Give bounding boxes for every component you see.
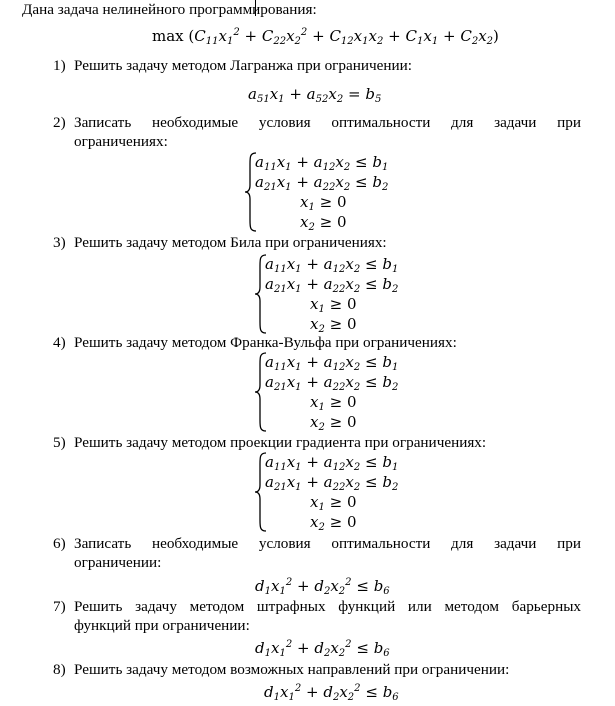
- plus-sign: +: [289, 85, 302, 103]
- sym-a: a: [265, 255, 274, 273]
- equals-sign: =: [347, 85, 361, 103]
- sup-2: 2: [354, 683, 361, 694]
- sym-b: b: [382, 255, 392, 273]
- sub-2: 2: [294, 36, 301, 47]
- sym-b: b: [382, 683, 393, 701]
- le-sign: ≤: [364, 275, 378, 293]
- sub-2: 2: [353, 284, 361, 295]
- var-x2: x: [310, 315, 319, 333]
- var-x1: x: [276, 153, 286, 171]
- var-x1: x: [276, 173, 286, 191]
- sub-22: 22: [332, 382, 346, 393]
- var-x1: x: [286, 275, 296, 293]
- sub-2: 2: [332, 692, 340, 703]
- var-x2: x: [310, 413, 319, 431]
- var-x2: x: [345, 473, 354, 491]
- sym-d: d: [323, 683, 333, 701]
- constraint-row-2: [265, 372, 398, 392]
- zero: 0: [346, 393, 357, 411]
- sub-1: 1: [391, 462, 399, 473]
- ge-sign: ≥: [329, 493, 343, 511]
- sub-22: 22: [332, 482, 346, 493]
- constraint-row-1: [255, 152, 388, 172]
- sub-1: 1: [391, 264, 399, 275]
- sub-1: 1: [285, 162, 292, 173]
- var-x1: x: [423, 27, 432, 45]
- sub-2: 2: [353, 482, 361, 493]
- task-6-constraint: [255, 576, 390, 596]
- le-sign: ≤: [364, 255, 378, 273]
- task-5-text: Решить задачу методом проекции градиента при ограничениях:: [74, 434, 487, 451]
- sub-6: 6: [392, 692, 399, 703]
- var-x1: x: [353, 27, 363, 45]
- var-x1: x: [269, 85, 279, 103]
- sub-1: 1: [295, 284, 302, 295]
- constraint-row-1: [265, 254, 398, 274]
- sym-a: a: [265, 275, 274, 293]
- constraint-row-3: [300, 192, 347, 212]
- sym-a: a: [255, 173, 264, 191]
- task-4-constraint-system: [254, 352, 414, 432]
- constraint-row-4: [310, 314, 357, 334]
- sub-2: 2: [318, 422, 325, 433]
- ge-sign: ≥: [329, 315, 343, 333]
- sym-a: a: [248, 85, 257, 103]
- sub-2: 2: [376, 36, 384, 47]
- plus-sign: +: [296, 577, 310, 595]
- task-2-text-cont: ограничениях:: [74, 133, 168, 150]
- sym-b: b: [373, 639, 384, 657]
- var-x1: x: [270, 639, 280, 657]
- var-x2: x: [345, 373, 354, 391]
- task-1-number: 1): [53, 57, 66, 74]
- sub-22: 22: [322, 182, 336, 193]
- sub-2: 2: [381, 182, 389, 193]
- sym-b: b: [373, 577, 384, 595]
- plus-sign: +: [312, 27, 325, 45]
- le-sign: ≤: [354, 173, 368, 191]
- sub-1: 1: [295, 482, 302, 493]
- ge-sign: ≥: [319, 193, 333, 211]
- sub-2: 2: [318, 324, 325, 335]
- constraint-row-3: [310, 392, 357, 412]
- var-x2: x: [345, 453, 354, 471]
- sym-d: d: [255, 577, 265, 595]
- zero: 0: [336, 193, 347, 211]
- sub-2: 2: [343, 162, 351, 173]
- task-6-number: 6): [53, 535, 66, 552]
- sub-21: 21: [273, 284, 287, 295]
- le-sign: ≤: [354, 153, 368, 171]
- plus-sign: +: [296, 153, 309, 171]
- sub-2: 2: [347, 692, 355, 703]
- sub-2: 2: [353, 462, 361, 473]
- sub-1: 1: [279, 586, 286, 597]
- var-x1: x: [279, 683, 289, 701]
- sub-12: 12: [332, 362, 346, 373]
- sup-2: 2: [294, 683, 302, 694]
- sym-b: b: [382, 275, 392, 293]
- sym-b: b: [382, 353, 392, 371]
- task-4-number: 4): [53, 334, 66, 351]
- sub-6: 6: [383, 586, 390, 597]
- plus-sign: +: [244, 27, 258, 45]
- le-sign: ≤: [364, 353, 378, 371]
- sym-a: a: [323, 353, 333, 371]
- zero: 0: [346, 493, 357, 511]
- sub-2: 2: [323, 586, 331, 597]
- sup-2: 2: [345, 639, 352, 650]
- sub-1: 1: [308, 202, 315, 213]
- task-5-number: 5): [53, 434, 66, 451]
- task-7-text: Решить задачу методом штрафных функций или методом барьерных: [74, 598, 581, 615]
- sub-1: 1: [381, 162, 389, 173]
- paren-close: ): [493, 27, 499, 45]
- plus-sign: +: [306, 255, 319, 273]
- var-x1: x: [286, 255, 296, 273]
- sub-11: 11: [263, 162, 277, 173]
- sub-2: 2: [471, 36, 479, 47]
- sup-2: 2: [233, 27, 240, 38]
- sub-6: 6: [383, 648, 390, 659]
- sub-1: 1: [431, 36, 439, 47]
- sub-1: 1: [391, 362, 399, 373]
- task-1-text: Решить задачу методом Лагранжа при ограничении:: [74, 57, 412, 74]
- sub-2: 2: [343, 182, 351, 193]
- le-sign: ≤: [356, 639, 369, 657]
- var-x2: x: [335, 173, 344, 191]
- sym-d: d: [314, 639, 324, 657]
- sym-a: a: [323, 473, 333, 491]
- sym-b: b: [372, 153, 382, 171]
- ge-sign: ≥: [329, 393, 343, 411]
- var-x2: x: [330, 577, 339, 595]
- constraint-row-2: [265, 274, 398, 294]
- var-x1: x: [310, 393, 319, 411]
- var-x1: x: [310, 493, 319, 511]
- sub-1: 1: [295, 264, 302, 275]
- sub-2: 2: [353, 362, 361, 373]
- sym-b: b: [382, 373, 392, 391]
- var-x1: x: [270, 577, 280, 595]
- constraint-row-3: [310, 294, 357, 314]
- task-6-text-cont: ограничении:: [74, 554, 162, 571]
- var-x2: x: [335, 153, 344, 171]
- sub-1: 1: [295, 462, 302, 473]
- sym-d: d: [314, 577, 324, 595]
- var-x2: x: [368, 27, 377, 45]
- plus-sign: +: [442, 27, 456, 45]
- sub-12: 12: [332, 264, 346, 275]
- task-3-text: Решить задачу методом Била при ограничениях:: [74, 234, 387, 251]
- sym-a: a: [255, 153, 264, 171]
- plus-sign: +: [306, 275, 319, 293]
- sub-1: 1: [318, 304, 325, 315]
- sub-2: 2: [353, 382, 361, 393]
- sub-2: 2: [323, 648, 331, 659]
- sub-12: 12: [332, 462, 346, 473]
- var-x2: x: [345, 353, 354, 371]
- task-8-number: 8): [53, 661, 66, 678]
- sub-21: 21: [263, 182, 277, 193]
- var-x2: x: [286, 27, 295, 45]
- le-sign: ≤: [365, 683, 378, 701]
- sub-22: 22: [273, 36, 287, 47]
- sub-11: 11: [273, 264, 287, 275]
- sub-52: 52: [315, 94, 329, 105]
- sub-2: 2: [308, 222, 315, 233]
- task-7-text-cont: функций при ограничении:: [74, 617, 250, 634]
- sym-d: d: [255, 639, 265, 657]
- sub-1: 1: [295, 382, 302, 393]
- constraint-row-4: [300, 212, 347, 232]
- sym-a: a: [265, 353, 274, 371]
- sym-a: a: [265, 373, 274, 391]
- sub-11: 11: [273, 362, 287, 373]
- plus-sign: +: [388, 27, 401, 45]
- coef-c11: C: [194, 27, 206, 45]
- task-2-constraint-system: [244, 152, 404, 232]
- plus-sign: +: [296, 173, 309, 191]
- sym-b: b: [382, 453, 392, 471]
- sub-1: 1: [264, 586, 271, 597]
- sym-a: a: [323, 255, 333, 273]
- le-sign: ≤: [364, 473, 378, 491]
- task-2-text: Записать необходимые условия оптимальности для задачи при: [74, 114, 581, 131]
- var-x2: x: [330, 639, 339, 657]
- sub-1: 1: [273, 692, 280, 703]
- var-x1: x: [300, 193, 309, 211]
- plus-sign: +: [306, 473, 319, 491]
- var-x1: x: [286, 373, 296, 391]
- zero: 0: [336, 213, 347, 231]
- sup-2: 2: [345, 577, 352, 588]
- sub-1: 1: [288, 692, 295, 703]
- paren-open: (: [188, 27, 195, 45]
- constraint-row-3: [310, 492, 357, 512]
- sub-2: 2: [318, 522, 325, 533]
- sub-1: 1: [226, 36, 234, 47]
- task-5-constraint-system: [254, 452, 414, 532]
- le-sign: ≤: [364, 373, 378, 391]
- zero: 0: [346, 413, 357, 431]
- sym-b: b: [382, 473, 392, 491]
- var-x2: x: [478, 27, 487, 45]
- sub-21: 21: [273, 482, 287, 493]
- var-x1: x: [310, 295, 319, 313]
- sub-2: 2: [336, 94, 344, 105]
- le-sign: ≤: [356, 577, 369, 595]
- sub-1: 1: [279, 648, 286, 659]
- sym-a: a: [306, 85, 316, 103]
- sub-1: 1: [416, 36, 424, 47]
- sup-2: 2: [285, 639, 293, 650]
- task-7-number: 7): [53, 598, 66, 615]
- sub-1: 1: [285, 182, 292, 193]
- sup-2: 2: [300, 27, 308, 38]
- constraint-row-2: [255, 172, 388, 192]
- zero: 0: [346, 295, 357, 313]
- plus-sign: +: [296, 639, 310, 657]
- sym-b: b: [372, 173, 382, 191]
- plus-sign: +: [306, 373, 319, 391]
- sym-d: d: [264, 683, 274, 701]
- var-x1: x: [286, 453, 296, 471]
- sym-a: a: [323, 453, 333, 471]
- task-7-constraint: [255, 638, 390, 658]
- sub-2: 2: [391, 382, 399, 393]
- var-x2: x: [328, 85, 337, 103]
- coef-c22: C: [261, 27, 274, 45]
- sub-5: 5: [374, 94, 382, 105]
- sub-1: 1: [318, 402, 325, 413]
- sup-2: 2: [285, 577, 293, 588]
- var-x1: x: [286, 473, 296, 491]
- sub-2: 2: [338, 648, 346, 659]
- var-x1: x: [218, 27, 227, 45]
- sub-2: 2: [391, 482, 399, 493]
- sub-2: 2: [338, 586, 346, 597]
- intro-text: Дана задача нелинейного программирования:: [22, 1, 317, 18]
- sub-1: 1: [264, 648, 271, 659]
- var-x2: x: [300, 213, 309, 231]
- sub-21: 21: [273, 382, 287, 393]
- task-8-text: Решить задачу методом возможных направлений при ограничении:: [74, 661, 510, 678]
- ge-sign: ≥: [329, 295, 343, 313]
- max-operator: max: [152, 27, 184, 45]
- sub-22: 22: [332, 284, 346, 295]
- constraint-row-2: [265, 472, 398, 492]
- sub-1: 1: [362, 36, 369, 47]
- sym-b: b: [365, 85, 375, 103]
- sym-a: a: [313, 153, 323, 171]
- var-x2: x: [345, 255, 354, 273]
- coef-c12: C: [329, 27, 341, 45]
- task-6-text: Записать необходимые условия оптимальности для задачи при: [74, 535, 581, 552]
- var-x1: x: [286, 353, 296, 371]
- task-1-constraint: [248, 84, 381, 104]
- sub-1: 1: [318, 502, 325, 513]
- sub-1: 1: [295, 362, 302, 373]
- objective-function: [152, 26, 499, 46]
- plus-sign: +: [306, 353, 319, 371]
- ge-sign: ≥: [329, 513, 343, 531]
- constraint-row-4: [310, 512, 357, 532]
- sub-2: 2: [353, 264, 361, 275]
- task-8-constraint: [264, 682, 399, 702]
- constraint-row-1: [265, 352, 398, 372]
- var-x2: x: [339, 683, 348, 701]
- plus-sign: +: [306, 453, 319, 471]
- task-3-number: 3): [53, 234, 66, 251]
- sub-2: 2: [391, 284, 399, 295]
- ge-sign: ≥: [329, 413, 343, 431]
- task-3-constraint-system: [254, 254, 414, 334]
- coef-c1: C: [405, 27, 417, 45]
- sym-a: a: [313, 173, 323, 191]
- sub-51: 51: [256, 94, 270, 105]
- constraint-row-1: [265, 452, 398, 472]
- sub-12: 12: [322, 162, 336, 173]
- coef-c2: C: [460, 27, 472, 45]
- sub-1: 1: [278, 94, 285, 105]
- constraint-row-4: [310, 412, 357, 432]
- sub-2: 2: [486, 36, 494, 47]
- ge-sign: ≥: [319, 213, 333, 231]
- le-sign: ≤: [364, 453, 378, 471]
- zero: 0: [346, 513, 357, 531]
- sym-a: a: [323, 275, 333, 293]
- sub-11: 11: [273, 462, 287, 473]
- task-4-text: Решить задачу методом Франка-Вульфа при ограничениях:: [74, 334, 457, 351]
- sym-a: a: [265, 453, 274, 471]
- sub-11: 11: [205, 36, 219, 47]
- task-2-number: 2): [53, 114, 66, 131]
- zero: 0: [346, 315, 357, 333]
- var-x2: x: [345, 275, 354, 293]
- plus-sign: +: [305, 683, 319, 701]
- sym-a: a: [323, 373, 333, 391]
- sym-a: a: [265, 473, 274, 491]
- sub-12: 12: [340, 36, 354, 47]
- var-x2: x: [310, 513, 319, 531]
